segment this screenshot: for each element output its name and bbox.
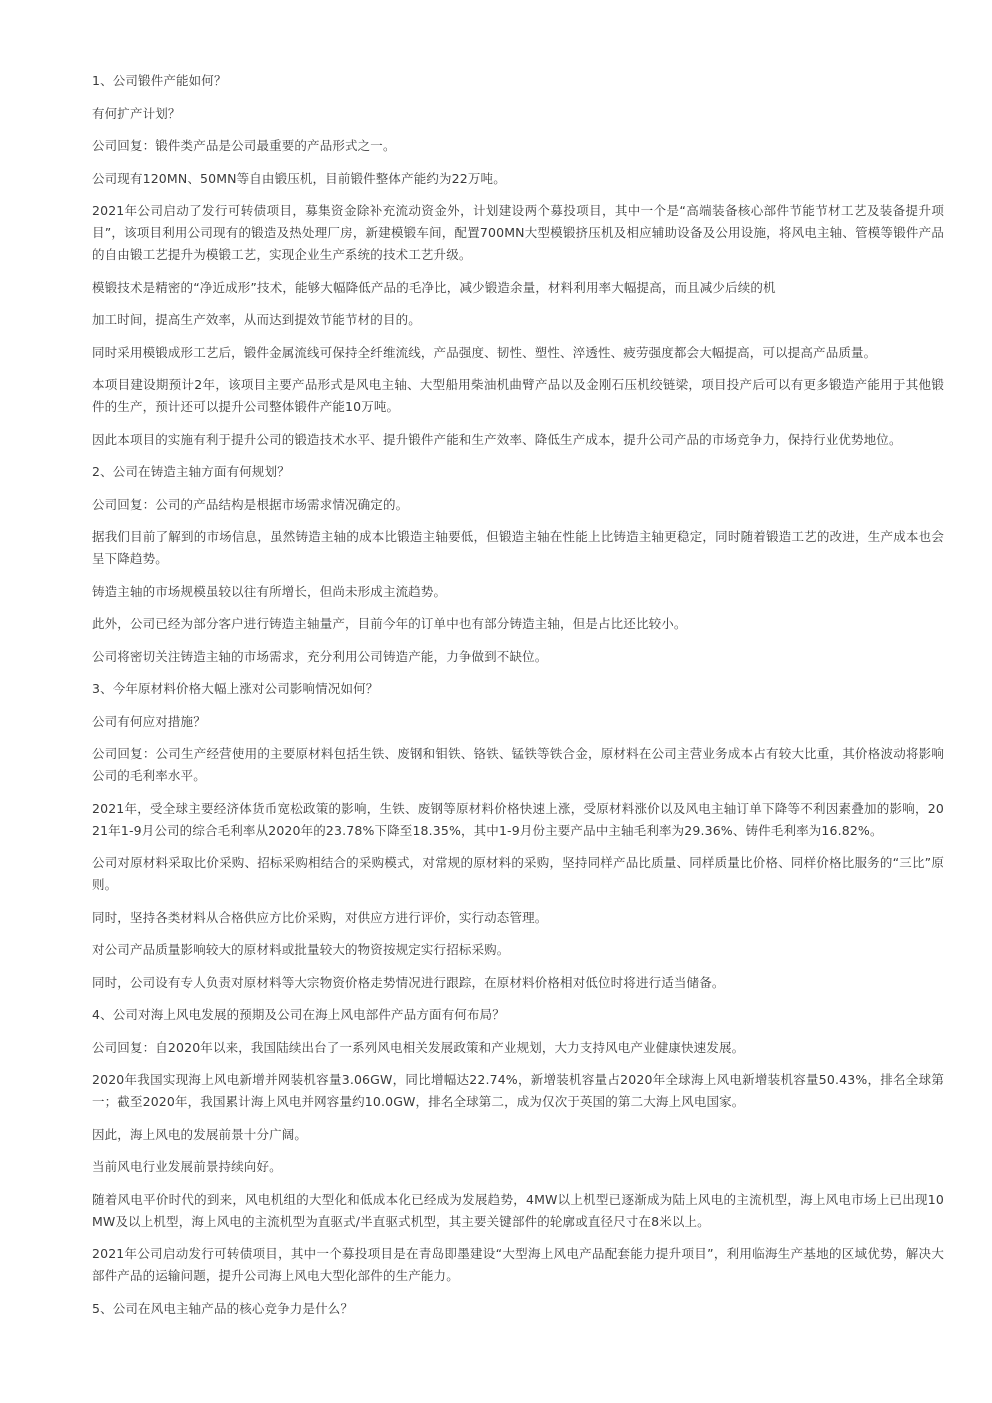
paragraph: 公司回复：锻件类产品是公司最重要的产品形式之一。	[92, 138, 396, 153]
paragraph: 本项目建设期预计2年，该项目主要产品形式是风电主轴、大型船用柴油机曲臂产品以及金刚石压机绞链梁，项目投产后可以有更多锻造产能用于其他锻件的生产，预计还可以提升公司整体锻件产能10万吨。	[92, 377, 944, 414]
paragraph-q2-title: 2、公司在铸造主轴方面有何规划？	[92, 464, 290, 479]
paragraph: 2021年，受全球主要经济体货币宽松政策的影响，生铁、废钢等原材料价格快速上涨，受原材料涨价以及风电主轴订单下降等不利因素叠加的影响，2021年1-9月公司的综合毛利率从2020年的23.78%下降至18.35%，其中1-9月份主要产品中主轴毛利率为29.36%、铸件毛利率为16.82%。	[92, 800, 944, 838]
paragraph: 2020年我国实现海上风电新增并网装机容量3.06GW，同比增幅达22.74%，新增装机容量占2020年全球海上风电新增装机容量50.43%，排名全球第一；截至2020年，我国累计海上风电并网容量约10.0GW，排名全球第二，成为仅次于英国的第二大海上风电国家。	[92, 1072, 944, 1109]
paragraph: 因此本项目的实施有利于提升公司的锻造技术水平、提升锻件产能和生产效率、降低生产成本，提升公司产品的市场竞争力，保持行业优势地位。	[92, 431, 902, 447]
paragraph: 2021年公司启动发行可转债项目，其中一个募投项目是在青岛即墨建设“大型海上风电产品配套能力提升项目”，利用临海生产基地的区域优势，解决大部件产品的运输问题，提升公司海上风电大型化部件的生产能力。	[92, 1246, 944, 1283]
paragraph: 因此，海上风电的发展前景十分广阔。	[92, 1126, 308, 1142]
paragraph: 同时采用模锻成形工艺后，锻件金属流线可保持全纤维流线，产品强度、韧性、塑性、淬透性、疲劳强度都会大幅提高，可以提高产品质量。	[92, 344, 877, 360]
paragraph: 同时，公司设有专人负责对原材料等大宗物资价格走势情况进行跟踪，在原材料价格相对低位时将进行适当储备。	[92, 974, 725, 990]
paragraph: 2021年公司启动了发行可转债项目，募集资金除补充流动资金外，计划建设两个募投项目，其中一个是“高端装备核心部件节能节材工艺及装备提升项目”，该项目利用公司现有的锻造及热处理厂房，新建模锻车间，配置700MN大型模锻挤压机及相应辅助设备及公用设施，将风电主轴、管模等锻件产品的自由锻工艺提升为模锻工艺，实现企业生产系统的技术工艺升级。	[92, 203, 944, 262]
paragraph: 公司回复：自2020年以来，我国陆续出台了一系列风电相关发展政策和产业规划，大力支持风电产业健康快速发展。	[92, 1039, 745, 1055]
paragraph-q3-subtitle: 公司有何应对措施？	[92, 713, 206, 729]
paragraph-q1-title: 1、公司锻件产能如何？	[92, 73, 227, 88]
paragraph: 公司将密切关注铸造主轴的市场需求，充分利用公司铸造产能，力争做到不缺位。	[92, 648, 548, 664]
paragraph: 铸造主轴的市场规模虽较以往有所增长，但尚未形成主流趋势。	[92, 583, 447, 599]
paragraph: 当前风电行业发展前景持续向好。	[92, 1159, 282, 1174]
paragraph: 据我们目前了解到的市场信息，虽然铸造主轴的成本比锻造主轴要低，但锻造主轴在性能上比铸造主轴更稳定，同时随着锻造工艺的改进，生产成本也会呈下降趋势。	[92, 529, 944, 566]
paragraph: 公司现有120MN、50MN等自由锻压机，目前锻件整体产能约为22万吨。	[92, 170, 506, 186]
paragraph: 模锻技术是精密的“净近成形”技术，能够大幅降低产品的毛净比，减少锻造余量，材料利用率大幅提高，而且减少后续的机	[92, 279, 776, 295]
paragraph: 对公司产品质量影响较大的原材料或批量较大的物资按规定实行招标采购。	[92, 942, 510, 957]
paragraph: 公司回复：公司的产品结构是根据市场需求情况确定的。	[92, 496, 409, 512]
paragraph-q4-title: 4、公司对海上风电发展的预期及公司在海上风电部件产品方面有何布局？	[92, 1007, 505, 1022]
paragraph: 同时，坚持各类材料从合格供应方比价采购，对供应方进行评价，实行动态管理。	[92, 909, 548, 925]
paragraph: 此外，公司已经为部分客户进行铸造主轴量产，目前今年的订单中也有部分铸造主轴，但是占比还比较小。	[92, 616, 687, 631]
paragraph: 公司回复：公司生产经营使用的主要原材料包括生铁、废钢和钼铁、铬铁、锰铁等铁合金，原材料在公司主营业务成本占有较大比重，其价格波动将影响公司的毛利率水平。	[92, 746, 944, 783]
document-body	[92, 70, 944, 1330]
paragraph: 公司对原材料采取比价采购、招标采购相结合的采购模式，对常规的原材料的采购，坚持同样产品比质量、同样质量比价格、同样价格比服务的“三比”原则。	[92, 855, 944, 892]
paragraph-q1-subtitle: 有何扩产计划？	[92, 105, 181, 121]
paragraph-q5-title: 5、公司在风电主轴产品的核心竞争力是什么？	[92, 1300, 354, 1316]
paragraph: 加工时间，提高生产效率，从而达到提效节能节材的目的。	[92, 312, 421, 327]
paragraph: 随着风电平价时代的到来，风电机组的大型化和低成本化已经成为发展趋势，4MW以上机型已逐渐成为陆上风电的主流机型，海上风电市场上已出现10MW及以上机型，海上风电的主流机型为直驱式/半直驱式机型，其主要关键部件的轮廓或直径尺寸在8米以上。	[92, 1191, 944, 1229]
paragraph-q3-title: 3、今年原材料价格大幅上涨对公司影响情况如何？	[92, 681, 379, 696]
